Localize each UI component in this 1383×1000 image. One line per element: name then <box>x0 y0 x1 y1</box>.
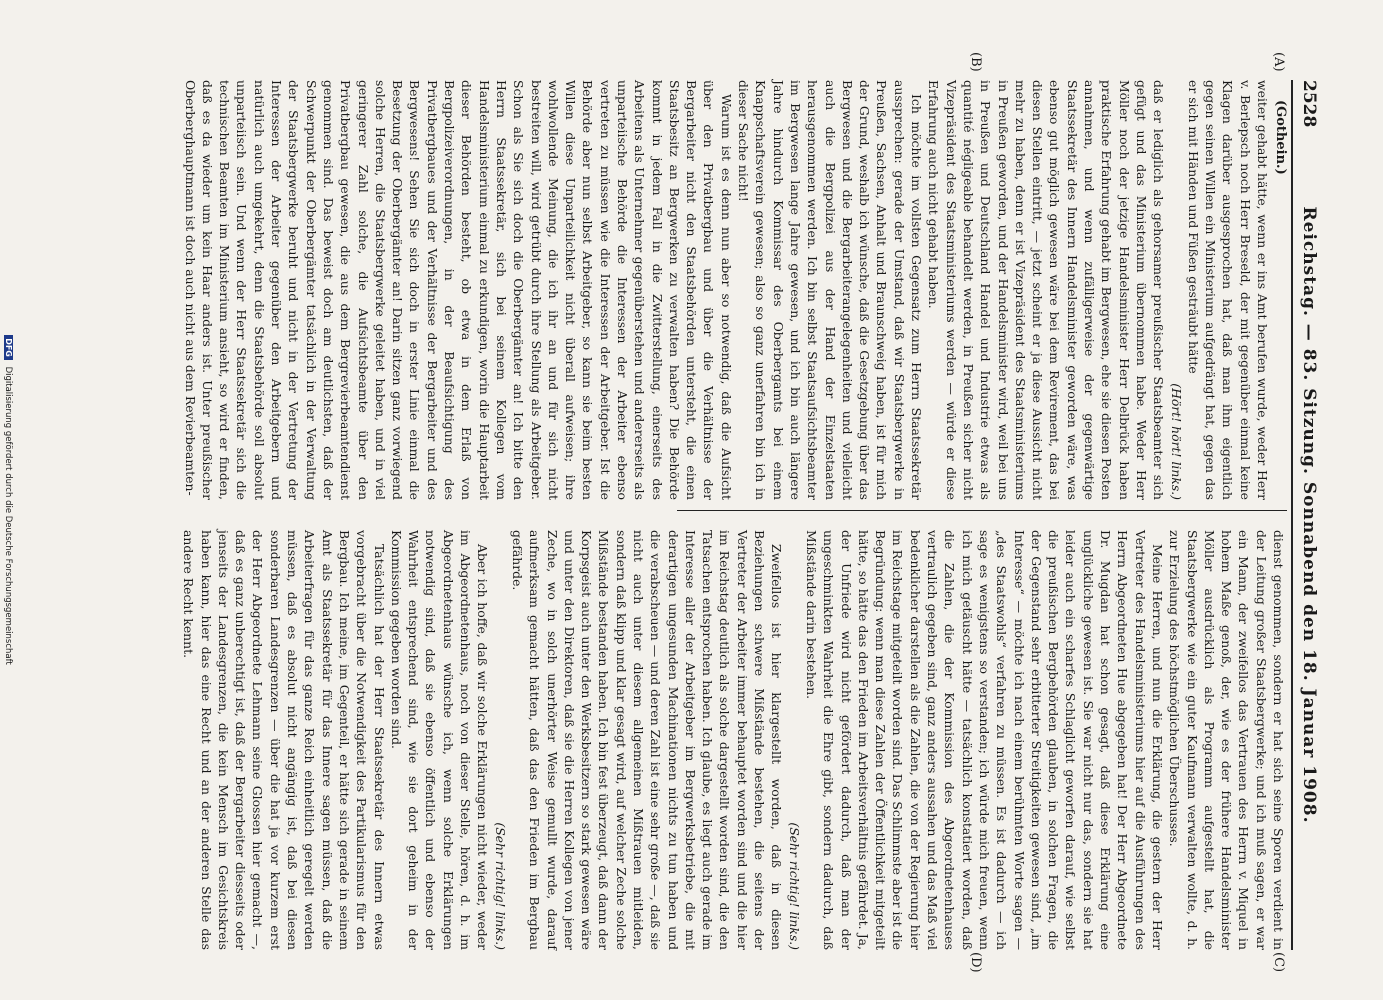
right-column <box>181 530 1287 950</box>
paragraph: Ich möchte im vollsten Gegensatz zum Herrn Staatssekretär aussprechen: gerade der Umstand, daß wir Staatsbergwerke in Preußen, Sachsen, Anhalt und Braunschweig haben, ist für mich der Grund, weshalb ich wünsche, daß die Gesetzgebung über das Bergwesen und die Bergarbeiterangelegenheiten und vielleicht auch die Bergpolizei aus der Hand der Einzelstaaten herausgenommen werden. Ich bin selbst Staatsaufsichtsbeamter im Bergwesen lange Jahre gewesen, und ich bin auch längere Jahre hindurch Kommissar des Oberbergamts bei einem Knappschaftsverein gewesen; also so ganz unerfahren bin ich in dieser Sache nicht! <box>736 80 925 500</box>
interjection: (Sehr richtig! links.) <box>492 822 508 950</box>
paragraph: weiter gehabt hätte, wenn er ins Amt berufen wurde, weder Herr v. Berlepsch noch Herr Breseld, der mit gegenüber einmal keine Klagen darüber ausgesprochen hat, daß man ihm eigentlich gegen seinen Willen ein Ministerium aufgedrängt hat, gegen das er sich mit Händen und Füßen gesträubt hätte <box>1185 80 1270 500</box>
paragraph: daß er lediglich als gehorsamer preußischer Staatsbeamter sich gefügt und das Ministerium übernommen habe. Weder Herr Möller noch der jetzige Handelsminister Herr Delbrück haben praktische Erfahrung gehabt im Bergwesen, ehe sie diesen Posten annahmen, und wenn zufälligerweise der gegenwärtige Staatssekretär des Innern Handelsminister geworden wäre, was ebenso gut möglich gewesen wäre bei dem Revirement, das bei diesen Stellen eintritt, — jetzt scheint er ja diese Aussicht nicht mehr zu haben, denn er ist Vizepräsident des Staatsministeriums in Preußen geworden, und der Handelsminister wird, weil bei uns in Preußen und Deutschland Handel und Industrie etwas als quantité négligeable behandelt werden, in Preußen sicher nicht Vizepräsident des Staatsministeriums werden — würde er diese Erfahrung auch nicht gehabt haben. <box>926 80 1167 500</box>
dfg-logo-icon: DFG <box>4 335 13 360</box>
margin-marker-c: (C) <box>1271 952 1286 973</box>
paragraph: Aber ich hoffe, daß wir solche Erklärungen nicht wieder, weder im Abgeordnetenhaus, noch von dieser Stelle, hören, d. h. im Abgeordnetenhaus wünsche ich, wenn solche Erklärungen notwendig sind, daß sie ebenso öffentlich und ebenso der Wahrheit entsprechend sind, wie sie dort geheim in der Kommission gegeben worden sind. <box>388 530 491 950</box>
header-title: Reichstag. — 83. Sitzung. Sonnabend den 18. Januar 1908. <box>1299 206 1319 824</box>
footer-credit <box>0 0 13 1000</box>
margin-marker-a: (A) <box>1271 52 1286 72</box>
page-header <box>1291 80 1323 950</box>
speaker-name: (Gothein.) <box>1273 100 1288 175</box>
page-number: 2528 <box>1299 80 1319 128</box>
paragraph: dienst genommen, sondern er hat sich seine Sporen verdient in der Leitung großer Staatsbergwerke; und ich muß sagen, er war ein Mann, der zweifellos das Vertrauen des Herrn v. Miquel in hohem Maße genoß, der, wie es der frühere Handelsminister Möller ausdrücklich als Programm aufgestellt hat, die Staatsbergwerke wie ein guter Kaufmann verwalten wollte, d. h. zur Erzielung des höchstmöglichen Überschusses. <box>1167 530 1286 950</box>
margin-marker-d: (D) <box>968 952 983 973</box>
interjection: (Sehr richtig! links.) <box>786 822 802 950</box>
paragraph: Meine Herren, und nun die Erklärung, die gestern der Herr Vertreter des Handelsministeriums hier auf die Ausführungen des Herrn Abgeordneten Hue abgegeben hat! Der Herr Abgeordnete Dr. Mugdan hat schon gesagt, daß diese Erklärung eine unglückliche gewesen ist. Sie war nicht nur das, sondern sie hat leider auch ein scharfes Schlaglicht geworfen darauf, wie selbst die preußischen Bergbehörden glauben, in solchen Fragen, die der Gegenstand sehr erbitterter Streitigkeiten gewesen sind, „im Interesse“ — möchte ich nach einem berühmten Worte sagen — „des Staatswohls“ verfahren zu müssen. Es ist dadurch — ich sage es wenigstens so verstanden; ich würde mich freuen, wenn ich mich getäuscht hätte — tatsächlich konstatiert worden, daß die Zahlen, die der Kommission des Abgeordnetenhauses vertraulich gegeben sind, ganz anders aussahen und das Maß viel bedenklicher darstellen als die Zahlen, die von der Regierung hier im Reichstage mitgeteilt worden sind. Das Schlimmste aber ist die Begründung: wenn man diese Zahlen der Öffentlichkeit mitgeteilt hätte, so hätte das den Frieden im Arbeitsverhältnis gefährdet. Ja, der Unfriede wird nicht gefördert dadurch, daß man der ungeschminkten Wahrheit die Ehre gibt, sondern dadurch, daß Mißstände darin bestehen. <box>803 530 1165 950</box>
left-column <box>182 80 1271 500</box>
margin-marker-b: (B) <box>968 52 983 72</box>
interjection: (Hört! hört! links.) <box>1168 383 1184 500</box>
column-divider <box>677 510 1287 511</box>
paragraph: Warum ist es denn nun aber so notwendig, daß die Aufsicht über den Privatbergbau und über die Verhältnisse der Bergarbeiter nicht den Staatsbehörden untersteht, die einen Staatsbesitz an Bergwerken zu verwalten haben? Die Behörde kommt in jedem Fall in die Zwitterstellung, einerseits des Arbeitens als Unternehmer gegenüberstehen und andererseits als unparteiische Behörde die Interessen der Arbeiter ebenso vertreten zu müssen wie die Interessen der Arbeitgeber. Ist die Behörde aber nun selbst Arbeitgeber, so kann sie beim besten Willen diese Unparteilichkeit nicht überall aufweisen; ihre wohlwollende Meinung, die ich ihr an und für sich nicht bestreiten will, wird getrübt durch ihre Stellung als Arbeitgeber. Schon als Sie sich doch die Oberbergämter an! Ich bitte den Herrn Staatssekretär, sich bei seinem Kollegen vom Handelsministerium einmal zu erkundigen, worin die Hauptarbeit dieser Behörden besteht, ob etwa in dem Erlaß von Bergpolizeiverordnungen, in der Beaufsichtigung des Privatbergbaues und der Verhältnisse der Bergarbeiter und des Bergwesens! Sehen Sie sich doch in erster Linie einmal die Besetzung der Oberbergämter an! Darin sitzen ganz vorwiegend solche Herren, die Staatsbergwerke geleitet haben, und in viel geringerer Zahl solche, die Aufsichtsbeamte über den Privatbergbau gewesen, die aus dem Bergrevierbeamtendienst genommen sind. Das beweist doch am deutlichsten, daß der Schwerpunkt der Oberbergämter tatsächlich in der Verwaltung der Staatsbergwerke beruht und nicht in der Vertretung der Interessen der Arbeiter gegenüber den Arbeitgebern und natürlich auch umgekehrt, denn die Staatsbehörde soll absolut unparteiisch sein. Und wenn der Herr Staatssekretär sich die technischen Beamten im Ministerium ansieht, so wird er finden, daß es da wieder um kein Haar anders ist. Unter preußischer Oberberghauptmann ist doch auch nicht aus dem Revierbeamten- <box>182 80 734 500</box>
paragraph: Tatsächlich hat der Herr Staatssekretär des Innern etwas vorgebracht über die Notwendigkeit des Partikularismus für den Bergbau. Ich meine, im Gegenteil, er hätte sich gerade in seinem Amt als Staatssekretär für das Innere sagen müssen, daß die Arbeiterfragen für das ganze Reich einheitlich geregelt werden müssen, daß es absolut nicht angängig ist, daß bei diesen sonderbaren Landesgrenzen — über die hat ja vor kurzem erst der Herr Abgeordnete Lehmann seine Glossen hier gemacht —, daß es ganz unberechtigt ist, daß der Bergarbeiter diesseits oder jenseits der Landesgrenzen, die kein Mensch im Gesichtskreis haben kann, hier das eine Recht und an der anderen Stelle das andere Recht kennt. <box>181 530 387 950</box>
footer-text: Digitalisierung gefördert durch die Deutsche Forschungsgemeinschaft <box>3 366 13 665</box>
paragraph: Zweifellos ist hier klargestellt worden, daß in diesen Beziehungen schwere Mißstände bestehen, die seitens der Vertreter der Arbeiter immer behauptet worden sind und die hier im Reichstag deutlich als solche dargestellt worden sind, die den Tatsachen entsprochen haben. Ich glaube, es liegt auch gerade im Interesse aller der Arbeitgeber im Bergwerksbetriebe, die mit derartigen ungesunden Machinationen nichts zu tun haben und die verabscheuen — und deren Zahl ist eine sehr große —, daß sie nicht auch unter diesem allgemeinen Mißtrauen mitleiden, sondern daß klipp und klar gesagt wird, auf welcher Zeche solche Mißstände bestanden haben. Ich bin fest überzeugt, daß dann der Korpsgeist auch unter den Werksbesitzern so stark gewesen wäre und unter den Direktoren, daß sie die Herren Kollegen von jener Zeche, wo in solch unerhörter Weise gemullt wurde, darauf aufmerksam gemacht hätten, daß das den Frieden im Bergbau gefährde. <box>509 530 785 950</box>
